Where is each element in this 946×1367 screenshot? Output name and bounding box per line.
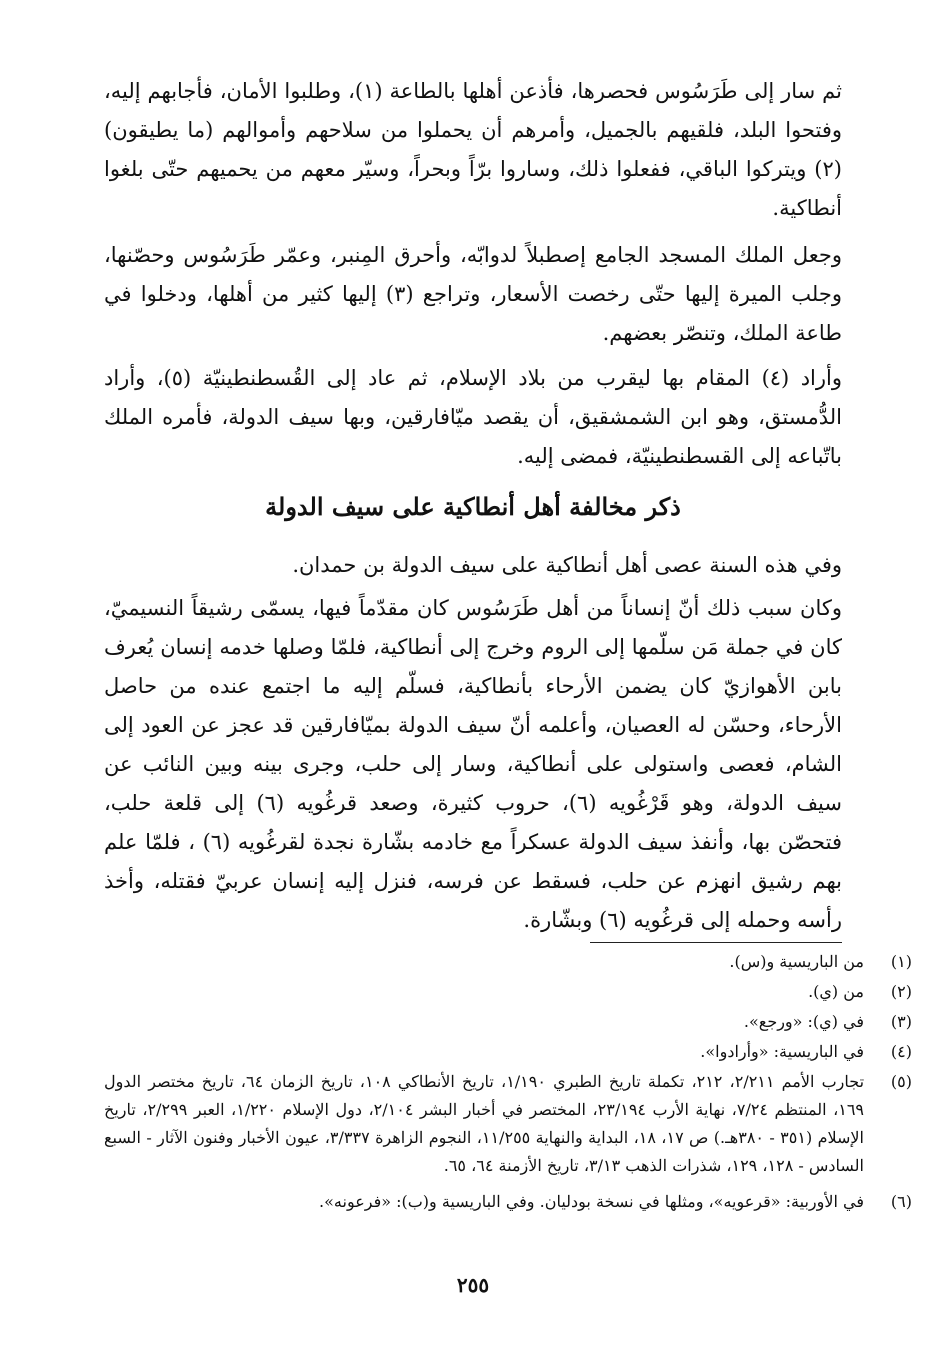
footnote-number: (١) — [890, 952, 912, 971]
footnote-number: (٢) — [890, 982, 912, 1001]
footnote — [104, 978, 912, 1006]
footnote — [104, 1038, 912, 1066]
page-number: ٢٥٥ — [456, 1273, 490, 1297]
footnote-text: في الباريسية: «وأرادوا». — [700, 1042, 864, 1061]
paragraph-return-constantinople: وأراد (٤) المقام بها ليقرب من بلاد الإسلام، ثم عاد إلى القُسطنطينيّة (٥)، وأراد الدُّمستق، وهو ابن الشمشقيق، أن يقصد ميّافارقين، وبها سيف الدولة، فأمره الملك باتّباعه إلى القسطنطينيّة، فمضى إليه. — [104, 366, 843, 468]
footnote-text: في (ي): «ورجع». — [743, 1012, 864, 1031]
paragraph-rashiq-story: وكان سبب ذلك أنّ إنساناً من أهل طَرَسُوس كان مقدّماً فيها، يسمّى رشيقاً النسيميّ، كان في جملة مَن سلّمها إلى الروم وخرج إلى أنطاكية، فلمّا وصلها خدمه إنسان يُعرف بابن الأهوازيّ كان يضمن الأرحاء بأنطاكية، فسلّم إليه ما اجتمع عنده من حاصل الأرحاء، وحسّن له العصيان، وأعلمه أنّ سيف الدولة بميّافارقين قد عجز عن العود إلى الشام، فعصى واستولى على أنطاكية، وسار إلى حلب، وجرى بينه وبين النائب عن سيف الدولة، وهو قَرْغُويه (٦)، حروب كثيرة، وصعد قرغُويه (٦) إلى قلعة حلب، فتحصّن بها، وأنفذ سيف الدولة عسكراً مع خادمه بشّارة نجدة لقرغُويه (٦) ، فلمّا علم بهم رشيق انهزم عن حلب، فسقط عن فرسه، فنزل إليه إنسان عربيّ فقتله، وأخذ رأسه وحمله إلى قرغُويه (٦) وبشّارة. — [104, 596, 842, 932]
footnote-number: (٥) — [890, 1072, 912, 1091]
footnotes-list — [104, 948, 912, 1218]
footnote — [104, 1008, 912, 1036]
footnote-text: تجارب الأمم ٢/٢١١، ٢١٢، تكملة تاريخ الطبري ١/١٩٠، تاريخ الأنطاكي ١٠٨، تاريخ الزمان ٦٤، تاريخ مختصر الدول ١٦٩، المنتظم ٧/٢٤، نهاية الأرب ٢٣/١٩٤، المختصر في أخبار البشر ٢/١٠٤، دول الإسلام ١/٢٢٠، العبر ٢/٢٩٩، تاريخ الإسلام (٣٥١ - ٣٨٠هـ.) ص ١٧، ١٨، البداية والنهاية ١١/٢٥٥، النجوم الزاهرة ٣/٣٣٧، عيون الأخبار وفنون الآثار - السبع السادس - ١٢٨، ١٢٩، شذرات الذهب ٣/١٣، تاريخ الأزمنة ٦٤، ٦٥. — [104, 1072, 865, 1175]
footnote — [104, 1068, 912, 1180]
paragraph-mosque-stable: وجعل الملك المسجد الجامع إصطبلاً لدوابّه، وأحرق المِنبر، وعمّر طَرَسُوس وحصّنها، وجلب الميرة إليها حتّى رخصت الأسعار، وتراجع (٣) إليها كثير من أهلها، ودخلوا في طاعة الملك، وتنصّر بعضهم. — [104, 243, 842, 345]
footnote — [104, 948, 912, 976]
footnote-number: (٤) — [890, 1042, 912, 1061]
footnote-separator — [590, 942, 842, 943]
paragraph-tarsus-siege: ثم سار إلى طَرَسُوس فحصرها، فأذعن أهلها بالطاعة (١)، وطلبوا الأمان، فأجابهم إليه، وفتحوا البلد، فلقيهم بالجميل، وأمرهم أن يحملوا من سلاحهم وأموالهم (ما يطيقون) (٢) ويتركوا الباقي، ففعلوا ذلك، وساروا برّاً وبحراً، وسيّر معهم من يحميهم حتّى بلغوا أنطاكية. — [104, 79, 842, 220]
paragraph-antioch-revolt: وفي هذه السنة عصى أهل أنطاكية على سيف الدولة بن حمدان. — [292, 553, 842, 577]
footnote-text: من (ي). — [808, 982, 864, 1001]
footnote-text: في الأوربية: «قرعويه»، ومثلها في نسخة بودليان. وفي الباريسية و(ب): «فرعونه». — [319, 1192, 864, 1211]
section-heading: ذكر مخالفة أهل أنطاكية على سيف الدولة — [265, 492, 681, 521]
footnote-number: (٦) — [890, 1192, 912, 1211]
footnote — [104, 1188, 912, 1216]
footnote-text: من الباريسية و(س). — [729, 952, 864, 971]
footnote-number: (٣) — [890, 1012, 912, 1031]
